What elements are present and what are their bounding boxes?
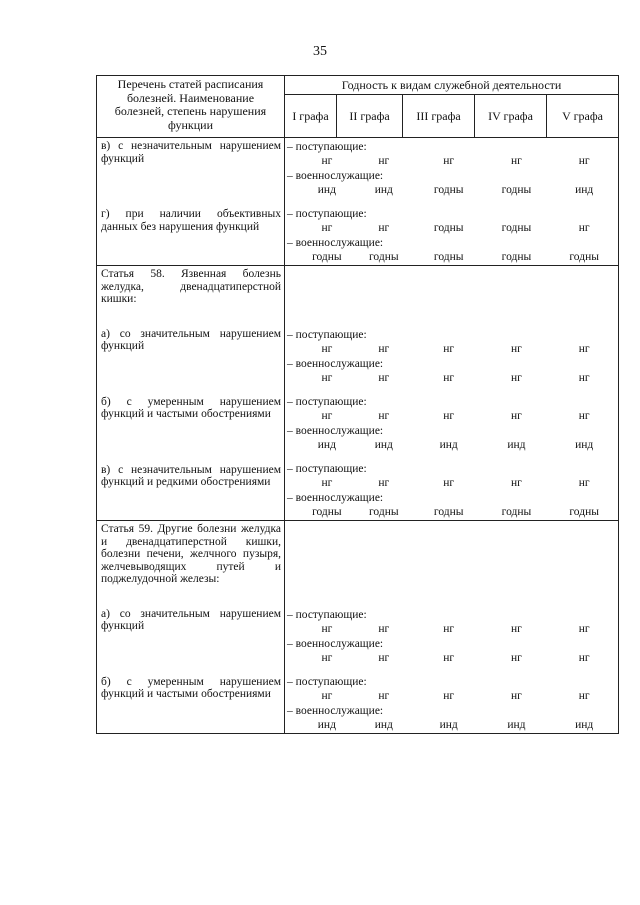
verdict-value: нг [511, 477, 522, 489]
verdict-value: нг [443, 623, 455, 635]
entrants-values [285, 221, 618, 236]
verdict-value: нг [321, 155, 333, 167]
entrants-label: – поступающие: [287, 141, 367, 153]
verdict-value: нг [378, 343, 390, 355]
disease-entry: б) с умеренным нарушением функций и частыми обострениями [101, 395, 281, 420]
verdict-value: инд [317, 719, 336, 731]
verdict-block [285, 462, 618, 520]
verdict-value: нг [321, 623, 333, 635]
article-title: Статья 58. Язвенная болезнь желудка, двенадцатиперстной кишки: [101, 268, 281, 305]
verdict-value: инд [439, 439, 458, 451]
section-verdicts-cell [285, 266, 619, 521]
verdict-value: годны [369, 506, 399, 518]
entrants-label: – поступающие: [287, 676, 367, 688]
verdict-value: нг [321, 343, 333, 355]
verdict-value: нг [378, 410, 390, 422]
verdict-block [285, 328, 618, 386]
military-label: – военнослужащие: [287, 425, 384, 437]
military-values [285, 438, 618, 453]
fitness-table [96, 75, 619, 734]
military-values [285, 250, 618, 265]
verdict-value: инд [374, 439, 393, 451]
verdict-value: нг [378, 222, 390, 234]
verdict-value: нг [321, 690, 333, 702]
verdict-block [285, 675, 618, 733]
verdict-value: нг [378, 652, 390, 664]
verdict-value: инд [575, 184, 594, 196]
entrants-values [285, 476, 618, 491]
entrants-label: – поступающие: [287, 463, 367, 475]
entrants-label: – поступающие: [287, 208, 367, 220]
verdict-value: инд [374, 184, 393, 196]
verdict-value: нг [578, 690, 590, 702]
verdict-value: нг [378, 623, 390, 635]
section-diseases-cell [97, 521, 285, 734]
verdict-value: годны [312, 506, 342, 518]
verdict-value: нг [443, 155, 455, 167]
verdict-value: годны [501, 506, 532, 518]
military-values [285, 505, 618, 520]
military-label: – военнослужащие: [287, 638, 384, 650]
header-diseases: Перечень статей расписания болезней. Наименование болезней, степень нарушения функции [97, 76, 285, 138]
verdict-value: нг [578, 372, 590, 384]
entrants-values [285, 342, 618, 357]
entrants-values [285, 622, 618, 637]
verdict-block [285, 140, 618, 198]
verdict-value: годны [433, 184, 464, 196]
verdict-value: нг [511, 652, 522, 664]
verdict-value: инд [575, 439, 594, 451]
verdict-value: годны [569, 506, 599, 518]
verdict-value: инд [575, 719, 594, 731]
verdict-value: инд [317, 439, 336, 451]
header-column-1: I графа [285, 95, 337, 138]
section-diseases-cell [97, 138, 285, 266]
verdict-value: нг [511, 410, 522, 422]
header-column-5: V графа [547, 95, 619, 138]
military-values [285, 183, 618, 198]
verdict-value: инд [507, 719, 526, 731]
verdict-value: нг [511, 155, 522, 167]
section-verdicts-cell [285, 138, 619, 266]
verdict-value: нг [321, 222, 333, 234]
entrants-label: – поступающие: [287, 609, 367, 621]
military-values [285, 651, 618, 666]
verdict-value: годны [433, 251, 464, 263]
verdict-value: нг [378, 372, 390, 384]
verdict-value: нг [443, 477, 455, 489]
verdict-value: годны [501, 251, 532, 263]
verdict-value: нг [443, 690, 455, 702]
verdict-block [285, 608, 618, 666]
verdict-value: нг [378, 155, 390, 167]
verdict-value: нг [443, 372, 455, 384]
disease-entry: б) с умеренным нарушением функций и частыми обострениями [101, 675, 281, 700]
entrants-label: – поступающие: [287, 396, 367, 408]
verdict-value: нг [578, 477, 590, 489]
verdict-value: нг [443, 410, 455, 422]
verdict-value: нг [443, 343, 455, 355]
verdict-value: нг [578, 343, 590, 355]
entrants-values [285, 154, 618, 169]
section-row [97, 266, 619, 521]
entrants-values [285, 409, 618, 424]
verdict-value: инд [439, 719, 458, 731]
disease-entry: в) с незначительным нарушением функций [101, 140, 281, 165]
verdict-value: годны [312, 251, 342, 263]
section-row [97, 521, 619, 734]
verdict-value: годны [501, 222, 532, 234]
verdict-value: нг [378, 690, 390, 702]
entrants-values [285, 689, 618, 704]
header-fitness: Годность к видам служебной деятельности [285, 76, 619, 95]
verdict-value: нг [578, 652, 590, 664]
military-label: – военнослужащие: [287, 237, 384, 249]
verdict-value: нг [378, 477, 390, 489]
verdict-value: инд [317, 184, 336, 196]
verdict-value: нг [511, 623, 522, 635]
page-number: 35 [313, 44, 327, 59]
military-label: – военнослужащие: [287, 705, 384, 717]
verdict-value: нг [321, 410, 333, 422]
disease-entry: а) со значительным нарушением функций [101, 327, 281, 352]
verdict-value: нг [578, 155, 590, 167]
entrants-label: – поступающие: [287, 329, 367, 341]
disease-entry: г) при наличии объективных данных без нарушения функций [101, 208, 281, 233]
military-label: – военнослужащие: [287, 170, 384, 182]
military-label: – военнослужащие: [287, 358, 384, 370]
verdict-value: годны [433, 222, 464, 234]
verdict-value: нг [511, 690, 522, 702]
verdict-value: нг [321, 372, 333, 384]
military-values [285, 718, 618, 733]
military-label: – военнослужащие: [287, 492, 384, 504]
section-diseases-cell [97, 266, 285, 521]
verdict-value: инд [507, 439, 526, 451]
section-verdicts-cell [285, 521, 619, 734]
verdict-value: годны [369, 251, 399, 263]
verdict-value: годны [501, 184, 532, 196]
verdict-value: инд [374, 719, 393, 731]
verdict-value: нг [443, 652, 455, 664]
header-column-3: III графа [403, 95, 475, 138]
verdict-value: нг [511, 372, 522, 384]
disease-entry: в) с незначительным нарушением функций и редкими обострениями [101, 463, 281, 488]
verdict-block [285, 207, 618, 265]
verdict-value: нг [321, 477, 333, 489]
military-values [285, 371, 618, 386]
table-body [97, 138, 619, 734]
header-column-2: II графа [337, 95, 403, 138]
verdict-value: нг [578, 623, 590, 635]
disease-entry: а) со значительным нарушением функций [101, 607, 281, 632]
verdict-value: нг [321, 652, 333, 664]
header-column-4: IV графа [475, 95, 547, 138]
verdict-value: годны [569, 251, 599, 263]
article-title: Статья 59. Другие болезни желудка и двенадцатиперстной кишки, болезни печени, желчного пузыря, желчевыводящих путей и поджелудочной железы: [101, 523, 281, 585]
verdict-value: годны [433, 506, 464, 518]
verdict-value: нг [578, 410, 590, 422]
verdict-value: нг [578, 222, 590, 234]
verdict-value: нг [511, 343, 522, 355]
section-row [97, 138, 619, 266]
verdict-block [285, 395, 618, 453]
